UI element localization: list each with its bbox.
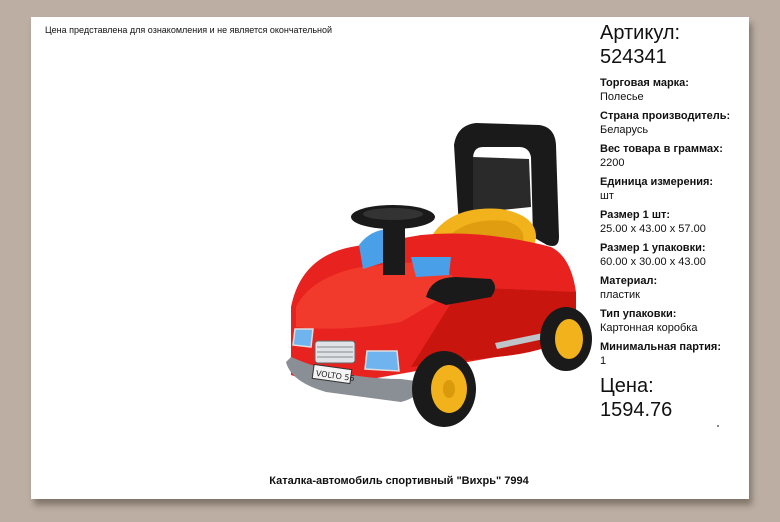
property-label: Торговая марка: [600,77,689,89]
price-label: Цена: [600,375,654,397]
property-value: Беларусь [600,124,649,136]
property-brand [600,77,760,104]
property-label: Материал: [600,275,658,287]
property-label: Страна производитель: [600,110,731,122]
property-min-batch [600,341,760,368]
property-label: Минимальная партия: [600,341,721,353]
property-label: Размер 1 шт: [600,209,671,221]
property-value: 1 [600,355,607,367]
property-package-type [600,308,760,335]
property-value: 2200 [600,157,625,169]
product-caption: Каталка-автомобиль спортивный "Вихрь" 7994 [269,475,529,487]
property-value: шт [600,190,614,202]
property-value: Картонная коробка [600,322,698,334]
property-material [600,275,760,302]
property-value: Полесье [600,91,644,103]
sku-block [600,21,760,69]
property-value: пластик [600,289,640,301]
product-image-ride-on-car [251,117,601,437]
property-label: Единица измерения: [600,176,714,188]
property-label: Тип упаковки: [600,308,677,320]
sku-label: Артикул: [600,22,681,44]
product-info-panel [600,21,760,422]
property-item-size [600,209,760,236]
property-country [600,110,760,137]
price-disclaimer: Цена представлена для ознакомления и не является окончательной [45,25,333,35]
property-label: Размер 1 упаковки: [600,242,706,254]
product-sheet [31,17,749,499]
price-block [600,374,760,422]
price-value: 1594.76 [600,399,673,421]
decorative-dot [717,425,719,427]
property-weight [600,143,760,170]
property-label: Вес товара в граммах: [600,143,723,155]
property-unit [600,176,760,203]
property-value: 25.00 x 43.00 x 57.00 [600,223,706,235]
property-package-size [600,242,760,269]
license-plate-text: VOLTO 56 [315,368,356,384]
sku-value: 524341 [600,46,667,68]
property-value: 60.00 x 30.00 x 43.00 [600,256,706,268]
